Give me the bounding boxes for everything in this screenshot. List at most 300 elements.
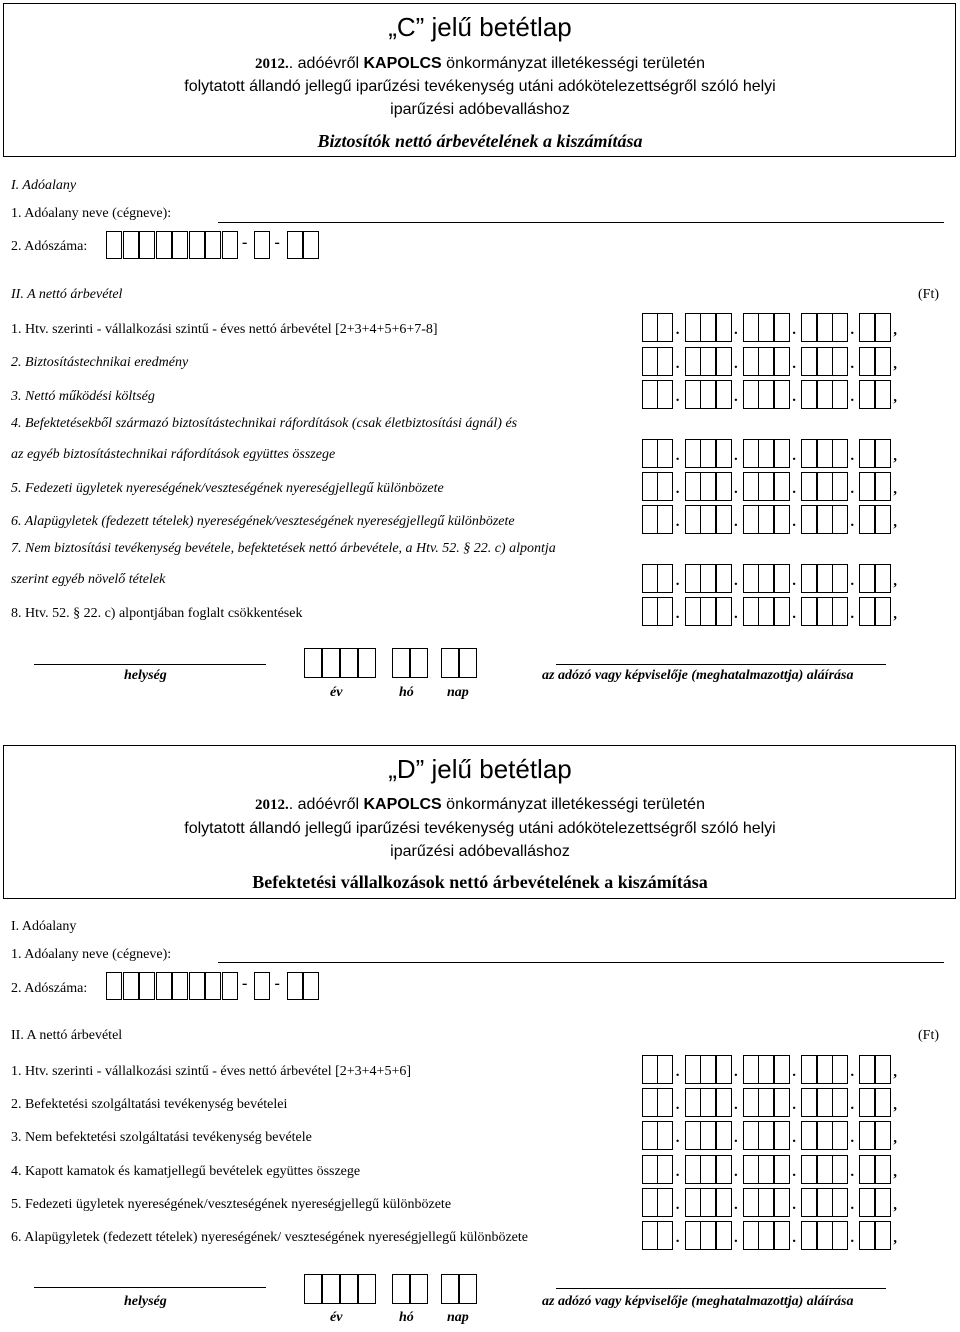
digit-box[interactable]	[801, 347, 817, 376]
digit-box[interactable]	[700, 380, 716, 409]
digit-box[interactable]	[801, 564, 817, 593]
digit-box[interactable]	[685, 1055, 701, 1084]
digit-box[interactable]	[716, 313, 732, 342]
digit-box[interactable]	[875, 505, 891, 534]
tax-digit-box[interactable]	[172, 231, 188, 259]
digit-box[interactable]	[801, 1155, 817, 1184]
digit-box[interactable]	[716, 1055, 732, 1084]
digit-box[interactable]	[657, 1055, 673, 1084]
digit-box[interactable]	[685, 1155, 701, 1184]
digit-box[interactable]	[832, 347, 848, 376]
digit-box[interactable]	[774, 1055, 790, 1084]
digit-box[interactable]	[875, 1088, 891, 1117]
form-c-place-label: helység	[124, 668, 167, 683]
digit-box[interactable]	[817, 1121, 833, 1150]
digit-box[interactable]	[774, 439, 790, 468]
digit-box[interactable]	[716, 439, 732, 468]
digit-box[interactable]	[642, 564, 658, 593]
digit-box[interactable]	[817, 597, 833, 626]
digit-box[interactable]	[832, 439, 848, 468]
digit-box[interactable]	[832, 1055, 848, 1084]
digit-box[interactable]	[817, 380, 833, 409]
digit-box[interactable]	[700, 1055, 716, 1084]
digit-box[interactable]	[801, 505, 817, 534]
digit-box[interactable]	[685, 347, 701, 376]
digit-box[interactable]	[758, 313, 774, 342]
date-year-box[interactable]	[358, 648, 376, 678]
date-year-box[interactable]	[358, 1274, 376, 1304]
digit-box[interactable]	[743, 1121, 759, 1150]
digit-box[interactable]	[716, 472, 732, 501]
digit-box[interactable]	[875, 1055, 891, 1084]
digit-box[interactable]	[685, 1221, 701, 1250]
digit-box[interactable]	[685, 1088, 701, 1117]
digit-box[interactable]	[743, 313, 759, 342]
amount-separator: .	[792, 389, 796, 405]
date-day-box[interactable]	[441, 648, 459, 678]
digit-box[interactable]	[685, 439, 701, 468]
digit-box[interactable]	[832, 380, 848, 409]
date-year-box[interactable]	[340, 1274, 358, 1304]
form-d-subtitle-line1: 2012.. adóévről KAPOLCS önkormányzat illetékességi területén	[255, 796, 705, 813]
form-d-name-field[interactable]	[218, 962, 944, 963]
form-d-day-label: nap	[447, 1310, 469, 1325]
digit-box[interactable]	[758, 347, 774, 376]
form-c-name-field[interactable]	[218, 222, 944, 223]
tax-dash: -	[242, 975, 248, 992]
digit-box[interactable]	[716, 1088, 732, 1117]
form-d-subtitle-line3: iparűzési adóbevalláshoz	[390, 843, 570, 860]
amount-separator: .	[792, 606, 796, 622]
date-year-box[interactable]	[322, 1274, 340, 1304]
digit-box[interactable]	[758, 1221, 774, 1250]
digit-box[interactable]	[642, 597, 658, 626]
digit-box[interactable]	[700, 1155, 716, 1184]
date-year-box[interactable]	[304, 1274, 322, 1304]
digit-box[interactable]	[642, 1155, 658, 1184]
digit-box[interactable]	[817, 1188, 833, 1217]
digit-box[interactable]	[817, 505, 833, 534]
digit-box[interactable]	[817, 439, 833, 468]
amount-separator: ,	[893, 322, 897, 338]
form-c-row-7b: szerint egyéb növelő tételek	[11, 572, 166, 587]
digit-box[interactable]	[657, 1088, 673, 1117]
date-month-box[interactable]	[392, 1274, 410, 1304]
digit-box[interactable]	[743, 472, 759, 501]
form-c-section-2: II. A nettó árbevétel	[11, 287, 123, 302]
digit-box[interactable]	[716, 505, 732, 534]
digit-box[interactable]	[758, 564, 774, 593]
form-d-row-5: 5. Fedezeti ügyletek nyereségének/veszteségének nyereségjellegű különbözete	[11, 1197, 452, 1212]
form-c-place-field[interactable]	[34, 664, 266, 665]
tax-digit-box[interactable]	[254, 231, 270, 259]
digit-box[interactable]	[875, 347, 891, 376]
tax-digit-box[interactable]	[139, 231, 155, 259]
date-day-box[interactable]	[459, 648, 477, 678]
form-c-month-label: hó	[399, 685, 414, 700]
digit-box[interactable]	[743, 597, 759, 626]
digit-box[interactable]	[642, 313, 658, 342]
date-day-box[interactable]	[441, 1274, 459, 1304]
amount-separator: .	[850, 481, 855, 497]
digit-box[interactable]	[859, 1121, 875, 1150]
digit-box[interactable]	[700, 597, 716, 626]
amount-separator: .	[734, 1064, 738, 1080]
tax-digit-box[interactable]	[106, 972, 122, 1000]
digit-box[interactable]	[700, 1221, 716, 1250]
tax-digit-box[interactable]	[106, 231, 122, 259]
digit-box[interactable]	[700, 313, 716, 342]
digit-box[interactable]	[758, 1055, 774, 1084]
amount-separator: .	[792, 1230, 796, 1246]
digit-box[interactable]	[774, 380, 790, 409]
amount-separator: .	[675, 481, 680, 497]
digit-box[interactable]	[859, 472, 875, 501]
digit-box[interactable]	[700, 347, 716, 376]
digit-box[interactable]	[875, 1221, 891, 1250]
amount-separator: .	[734, 448, 738, 464]
digit-box[interactable]	[774, 597, 790, 626]
amount-separator: .	[792, 481, 796, 497]
form-c-row-6: 6. Alapügyletek (fedezett tételek) nyereségének/veszteségének nyereségjellegű különbözete	[11, 514, 515, 529]
tax-dash: -	[274, 234, 280, 251]
amount-separator: .	[675, 1230, 680, 1246]
digit-box[interactable]	[716, 1221, 732, 1250]
form-d-year-label: év	[330, 1310, 343, 1325]
digit-box[interactable]	[685, 597, 701, 626]
digit-box[interactable]	[774, 347, 790, 376]
digit-box[interactable]	[801, 1055, 817, 1084]
digit-box[interactable]	[657, 439, 673, 468]
digit-box[interactable]	[716, 380, 732, 409]
amount-separator: .	[850, 322, 855, 338]
amount-separator: .	[734, 1197, 738, 1213]
digit-box[interactable]	[743, 1055, 759, 1084]
digit-box[interactable]	[657, 472, 673, 501]
digit-box[interactable]	[801, 1088, 817, 1117]
digit-box[interactable]	[875, 1155, 891, 1184]
digit-box[interactable]	[685, 472, 701, 501]
form-d-place-label: helység	[124, 1294, 167, 1309]
digit-box[interactable]	[743, 439, 759, 468]
digit-box[interactable]	[743, 1155, 759, 1184]
digit-box[interactable]	[859, 1055, 875, 1084]
digit-box[interactable]	[801, 1188, 817, 1217]
digit-box[interactable]	[875, 439, 891, 468]
date-day-box[interactable]	[459, 1274, 477, 1304]
digit-box[interactable]	[859, 1221, 875, 1250]
amount-separator: ,	[893, 573, 897, 589]
digit-box[interactable]	[716, 564, 732, 593]
form-d-tax-label: 2. Adószáma:	[11, 981, 88, 996]
digit-box[interactable]	[642, 1221, 658, 1250]
digit-box[interactable]	[700, 1088, 716, 1117]
digit-box[interactable]	[832, 1188, 848, 1217]
digit-box[interactable]	[774, 472, 790, 501]
digit-box[interactable]	[657, 597, 673, 626]
date-year-box[interactable]	[304, 648, 322, 678]
amount-separator: .	[792, 1197, 796, 1213]
amount-separator: ,	[893, 481, 897, 497]
tax-digit-box[interactable]	[287, 231, 303, 259]
digit-box[interactable]	[774, 313, 790, 342]
digit-box[interactable]	[743, 1221, 759, 1250]
digit-box[interactable]	[758, 1155, 774, 1184]
amount-separator: ,	[893, 1130, 897, 1146]
digit-box[interactable]	[875, 564, 891, 593]
digit-box[interactable]	[743, 380, 759, 409]
digit-box[interactable]	[774, 1155, 790, 1184]
digit-box[interactable]	[774, 1121, 790, 1150]
date-year-box[interactable]	[322, 648, 340, 678]
digit-box[interactable]	[657, 1121, 673, 1150]
digit-box[interactable]	[801, 597, 817, 626]
digit-box[interactable]	[758, 439, 774, 468]
digit-box[interactable]	[875, 313, 891, 342]
digit-box[interactable]	[716, 1121, 732, 1150]
digit-box[interactable]	[642, 1088, 658, 1117]
digit-box[interactable]	[801, 439, 817, 468]
amount-separator: .	[675, 1130, 680, 1146]
tax-digit-box[interactable]	[205, 231, 221, 259]
form-c-row-3: 3. Nettó működési költség	[11, 389, 155, 404]
digit-box[interactable]	[657, 505, 673, 534]
amount-separator: .	[850, 1230, 855, 1246]
amount-separator: .	[792, 514, 796, 530]
digit-box[interactable]	[657, 1221, 673, 1250]
amount-separator: .	[792, 1064, 796, 1080]
digit-box[interactable]	[801, 1221, 817, 1250]
digit-box[interactable]	[657, 1188, 673, 1217]
form-d-row-2: 2. Befektetési szolgáltatási tevékenység bevételei	[11, 1097, 288, 1112]
digit-box[interactable]	[716, 1188, 732, 1217]
digit-box[interactable]	[859, 347, 875, 376]
digit-box[interactable]	[700, 1188, 716, 1217]
digit-box[interactable]	[774, 564, 790, 593]
digit-box[interactable]	[859, 1088, 875, 1117]
digit-box[interactable]	[817, 313, 833, 342]
tax-digit-box[interactable]	[156, 231, 172, 259]
digit-box[interactable]	[743, 347, 759, 376]
form-c-title: „C” jelű betétlap	[388, 12, 572, 42]
digit-box[interactable]	[832, 1088, 848, 1117]
digit-box[interactable]	[817, 564, 833, 593]
digit-box[interactable]	[758, 597, 774, 626]
form-d-month-label: hó	[399, 1310, 414, 1325]
digit-box[interactable]	[700, 439, 716, 468]
digit-box[interactable]	[743, 564, 759, 593]
digit-box[interactable]	[832, 1221, 848, 1250]
form-c-row-1: 1. Htv. szerinti - vállalkozási szintű - éves nettó árbevétel [2+3+4+5+6+7-8]	[11, 322, 438, 337]
digit-box[interactable]	[859, 597, 875, 626]
digit-box[interactable]	[832, 597, 848, 626]
digit-box[interactable]	[700, 472, 716, 501]
digit-box[interactable]	[642, 439, 658, 468]
digit-box[interactable]	[774, 1221, 790, 1250]
amount-separator: .	[792, 573, 796, 589]
amount-separator: .	[734, 573, 738, 589]
digit-box[interactable]	[832, 1155, 848, 1184]
tax-digit-box[interactable]	[222, 231, 238, 259]
amount-separator: .	[675, 1097, 680, 1113]
digit-box[interactable]	[801, 380, 817, 409]
amount-separator: .	[792, 448, 796, 464]
tax-digit-box[interactable]	[189, 972, 205, 1000]
digit-box[interactable]	[758, 1188, 774, 1217]
digit-box[interactable]	[758, 1088, 774, 1117]
digit-box[interactable]	[801, 313, 817, 342]
form-d-title: „D” jelű betétlap	[388, 754, 572, 784]
digit-box[interactable]	[817, 1055, 833, 1084]
digit-box[interactable]	[817, 1221, 833, 1250]
amount-separator: .	[850, 1164, 855, 1180]
amount-separator: .	[734, 514, 738, 530]
digit-box[interactable]	[817, 1088, 833, 1117]
amount-separator: ,	[893, 514, 897, 530]
digit-box[interactable]	[774, 1088, 790, 1117]
digit-box[interactable]	[774, 1188, 790, 1217]
form-c-signature-field[interactable]	[556, 664, 886, 665]
digit-box[interactable]	[657, 347, 673, 376]
digit-box[interactable]	[743, 1088, 759, 1117]
digit-box[interactable]	[875, 472, 891, 501]
form-c-unit: (Ft)	[918, 287, 939, 302]
tax-digit-box[interactable]	[123, 231, 139, 259]
amount-separator: ,	[893, 1164, 897, 1180]
amount-separator: .	[734, 1230, 738, 1246]
amount-separator: .	[734, 1097, 738, 1113]
digit-box[interactable]	[774, 505, 790, 534]
tax-digit-box[interactable]	[303, 231, 319, 259]
form-c-heading: Biztosítók nettó árbevételének a kiszámítása	[317, 131, 643, 151]
digit-box[interactable]	[859, 1155, 875, 1184]
amount-separator: .	[675, 573, 680, 589]
digit-box[interactable]	[758, 380, 774, 409]
amount-separator: ,	[893, 1097, 897, 1113]
amount-separator: .	[850, 389, 855, 405]
digit-box[interactable]	[642, 1055, 658, 1084]
digit-box[interactable]	[859, 505, 875, 534]
digit-box[interactable]	[832, 564, 848, 593]
digit-box[interactable]	[875, 1121, 891, 1150]
form-c-signature-label: az adózó vagy képviselője (meghatalmazottja) aláírása	[542, 668, 854, 683]
tax-dash: -	[242, 234, 248, 251]
digit-box[interactable]	[859, 380, 875, 409]
form-d-subtitle-line2: folytatott állandó jellegű iparűzési tevékenység utáni adókötelezettségről szóló helyi	[184, 820, 776, 837]
tax-digit-box[interactable]	[123, 972, 139, 1000]
digit-box[interactable]	[642, 380, 658, 409]
form-d-signature-field[interactable]	[556, 1288, 886, 1289]
digit-box[interactable]	[817, 347, 833, 376]
digit-box[interactable]	[832, 472, 848, 501]
date-year-box[interactable]	[340, 648, 358, 678]
tax-digit-box[interactable]	[287, 972, 303, 1000]
digit-box[interactable]	[859, 1188, 875, 1217]
digit-box[interactable]	[685, 380, 701, 409]
digit-box[interactable]	[859, 564, 875, 593]
amount-separator: .	[675, 1164, 680, 1180]
digit-box[interactable]	[832, 1121, 848, 1150]
digit-box[interactable]	[716, 597, 732, 626]
digit-box[interactable]	[758, 1121, 774, 1150]
digit-box[interactable]	[700, 505, 716, 534]
amount-separator: .	[850, 356, 855, 372]
digit-box[interactable]	[716, 1155, 732, 1184]
date-month-box[interactable]	[410, 1274, 428, 1304]
form-d-place-field[interactable]	[34, 1287, 266, 1288]
form-d-heading: Befektetési vállalkozások nettó árbevételének a kiszámítása	[252, 872, 708, 892]
digit-box[interactable]	[657, 1155, 673, 1184]
digit-box[interactable]	[685, 1188, 701, 1217]
digit-box[interactable]	[875, 597, 891, 626]
tax-digit-box[interactable]	[303, 972, 319, 1000]
date-month-box[interactable]	[392, 648, 410, 678]
amount-separator: .	[792, 1097, 796, 1113]
digit-box[interactable]	[817, 1155, 833, 1184]
digit-box[interactable]	[743, 505, 759, 534]
digit-box[interactable]	[817, 472, 833, 501]
digit-box[interactable]	[875, 1188, 891, 1217]
tax-digit-box[interactable]	[156, 972, 172, 1000]
tax-digit-box[interactable]	[139, 972, 155, 1000]
digit-box[interactable]	[801, 472, 817, 501]
form-c-row-8: 8. Htv. 52. § 22. c) alpontjában foglalt csökkentések	[11, 606, 303, 621]
digit-box[interactable]	[859, 313, 875, 342]
tax-digit-box[interactable]	[205, 972, 221, 1000]
form-c-day-label: nap	[447, 685, 469, 700]
digit-box[interactable]	[700, 1121, 716, 1150]
tax-dash: -	[274, 975, 280, 992]
digit-box[interactable]	[716, 347, 732, 376]
digit-box[interactable]	[685, 1121, 701, 1150]
date-month-box[interactable]	[410, 648, 428, 678]
form-d-section-2: II. A nettó árbevétel	[11, 1028, 123, 1043]
digit-box[interactable]	[700, 564, 716, 593]
form-c-row-4b: az egyéb biztosítástechnikai ráfordítások együttes összege	[11, 447, 336, 462]
digit-box[interactable]	[758, 472, 774, 501]
form-c-subtitle-line3: iparűzési adóbevalláshoz	[390, 101, 570, 118]
tax-digit-box[interactable]	[222, 972, 238, 1000]
digit-box[interactable]	[832, 313, 848, 342]
digit-box[interactable]	[685, 564, 701, 593]
digit-box[interactable]	[685, 313, 701, 342]
digit-box[interactable]	[859, 439, 875, 468]
amount-separator: .	[734, 322, 738, 338]
amount-separator: .	[734, 356, 738, 372]
digit-box[interactable]	[642, 1188, 658, 1217]
form-c-subtitle-line2: folytatott állandó jellegű iparűzési tevékenység utáni adókötelezettségről szóló helyi	[184, 78, 776, 95]
digit-box[interactable]	[642, 1121, 658, 1150]
tax-digit-box[interactable]	[254, 972, 270, 1000]
tax-digit-box[interactable]	[189, 231, 205, 259]
digit-box[interactable]	[642, 347, 658, 376]
digit-box[interactable]	[875, 380, 891, 409]
digit-box[interactable]	[743, 1188, 759, 1217]
digit-box[interactable]	[642, 505, 658, 534]
amount-separator: ,	[893, 389, 897, 405]
amount-separator: .	[675, 1064, 680, 1080]
digit-box[interactable]	[758, 505, 774, 534]
digit-box[interactable]	[801, 1121, 817, 1150]
digit-box[interactable]	[832, 505, 848, 534]
digit-box[interactable]	[657, 380, 673, 409]
digit-box[interactable]	[657, 564, 673, 593]
digit-box[interactable]	[657, 313, 673, 342]
digit-box[interactable]	[685, 505, 701, 534]
form-d-name-label: 1. Adóalany neve (cégneve):	[11, 947, 172, 962]
digit-box[interactable]	[642, 472, 658, 501]
tax-digit-box[interactable]	[172, 972, 188, 1000]
